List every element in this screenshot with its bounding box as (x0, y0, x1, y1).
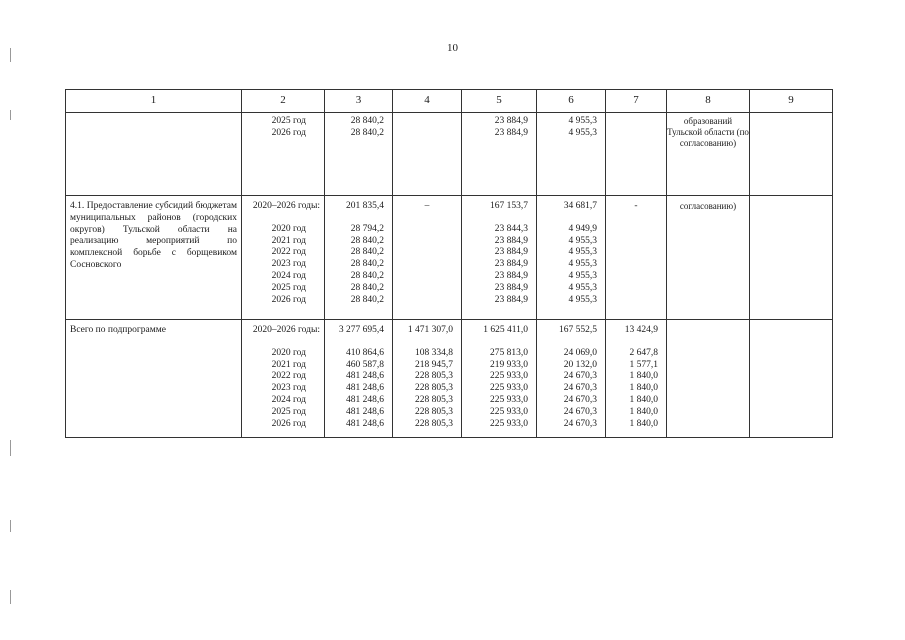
header-col-7: 7 (606, 90, 667, 113)
value: 275 813,0 (490, 347, 528, 358)
cell-description: Всего по подпрограмме (66, 320, 242, 438)
value: 28 840,2 (350, 294, 384, 305)
value: 218 945,7 (415, 359, 453, 370)
value: 228 805,3 (415, 406, 453, 417)
header-col-1: 1 (66, 90, 242, 113)
year-label: 2025 год (271, 282, 306, 293)
value: 23 884,9 (494, 294, 528, 305)
value: 1 840,0 (629, 371, 658, 382)
value: 28 840,2 (350, 259, 384, 270)
cell-years (242, 113, 325, 196)
table-row-subprogram-total (66, 320, 833, 438)
budget-table (65, 89, 833, 438)
value: 481 248,6 (346, 371, 384, 382)
value: 228 805,3 (415, 394, 453, 405)
scan-speck (10, 590, 11, 604)
value: 4 955,3 (568, 294, 597, 305)
header-col-2: 2 (242, 90, 325, 113)
value: 481 248,6 (346, 406, 384, 417)
year-label: 2025 год (271, 406, 306, 417)
value: 28 840,2 (350, 270, 384, 281)
value: 1 840,0 (629, 406, 658, 417)
value: 28 840,2 (350, 127, 384, 138)
year-label: 2023 год (271, 383, 306, 394)
cell-col4 (393, 113, 462, 196)
value: 228 805,3 (415, 383, 453, 394)
value: 1 840,0 (629, 394, 658, 405)
value: 481 248,6 (346, 418, 384, 429)
value: 225 933,0 (490, 371, 528, 382)
page-number: 10 (447, 42, 458, 54)
cell-col9 (750, 320, 833, 438)
year-label: 2021 год (271, 235, 306, 246)
year-label: 2020 год (271, 223, 306, 234)
value: 24 670,3 (563, 394, 597, 405)
value: 23 884,9 (494, 235, 528, 246)
value: 225 933,0 (490, 406, 528, 417)
year-label: 2022 год (271, 371, 306, 382)
value: 24 670,3 (563, 418, 597, 429)
value: 108 334,8 (415, 347, 453, 358)
year-label: 2024 год (271, 394, 306, 405)
cell-col6 (537, 113, 606, 196)
total-value: 13 424,9 (624, 325, 658, 335)
header-col-4: 4 (393, 90, 462, 113)
total-value: 1 471 307,0 (407, 325, 453, 335)
total-value: 3 277 695,4 (338, 325, 384, 335)
value: 2 647,8 (629, 347, 658, 358)
scan-speck (10, 48, 11, 62)
cell-col4 (393, 196, 462, 320)
value: 4 955,3 (568, 127, 597, 138)
period-total-label: 2020–2026 годы: (252, 325, 320, 335)
header-col-8: 8 (667, 90, 750, 113)
total-value: - (634, 201, 638, 211)
total-value: – (424, 201, 430, 211)
cell-col4 (393, 320, 462, 438)
value: 1 577,1 (629, 359, 658, 370)
cell-col3 (325, 196, 393, 320)
value: 23 884,9 (494, 270, 528, 281)
value: 4 955,3 (568, 259, 597, 270)
value: 24 670,3 (563, 383, 597, 394)
value: 481 248,6 (346, 394, 384, 405)
value: 4 955,3 (568, 270, 597, 281)
value: 28 840,2 (350, 235, 384, 246)
header-row (66, 90, 833, 113)
value: 28 840,2 (350, 116, 384, 126)
value: 23 884,9 (494, 127, 528, 138)
value: 4 955,3 (568, 282, 597, 293)
total-value: 1 625 411,0 (483, 325, 528, 335)
cell-description: 4.1. Предоставление субсидий бюджетам муниципальных районов (городских округов) Тульской области на реализацию мероприятий по комплексной борьбе с борщевиком Сосновского (66, 196, 242, 320)
cell-col7 (606, 196, 667, 320)
cell-col6 (537, 320, 606, 438)
value: 1 840,0 (629, 418, 658, 429)
cell-col7 (606, 113, 667, 196)
scan-speck (10, 440, 11, 456)
year-label: 2026 год (271, 418, 306, 429)
cell-executor: образований Тульской области (по согласованию) (667, 113, 750, 196)
cell-col9 (750, 113, 833, 196)
cell-col5 (462, 113, 537, 196)
header-col-3: 3 (325, 90, 393, 113)
year-label: 2021 год (271, 359, 306, 370)
cell-col7 (606, 320, 667, 438)
header-col-9: 9 (750, 90, 833, 113)
value: 23 844,3 (494, 223, 528, 234)
value: 4 955,3 (568, 247, 597, 258)
scan-speck (10, 110, 11, 120)
cell-years (242, 320, 325, 438)
value: 228 805,3 (415, 418, 453, 429)
value: 481 248,6 (346, 383, 384, 394)
value: 219 933,0 (490, 359, 528, 370)
value: 23 884,9 (494, 116, 528, 126)
cell-col3 (325, 320, 393, 438)
value: 1 840,0 (629, 383, 658, 394)
value: 23 884,9 (494, 247, 528, 258)
header-col-5: 5 (462, 90, 537, 113)
value: 24 069,0 (563, 347, 597, 358)
cell-executor (667, 320, 750, 438)
year-label: 2024 год (271, 270, 306, 281)
value: 4 955,3 (568, 235, 597, 246)
value: 225 933,0 (490, 383, 528, 394)
value: 225 933,0 (490, 394, 528, 405)
value: 460 587,8 (346, 359, 384, 370)
value: 23 884,9 (494, 259, 528, 270)
year-label: 2023 год (271, 259, 306, 270)
header-col-6: 6 (537, 90, 606, 113)
value: 28 840,2 (350, 282, 384, 293)
year-label: 2020 год (271, 347, 306, 358)
year-label: 2026 год (271, 294, 306, 305)
cell-years (242, 196, 325, 320)
value: 4 949,9 (568, 223, 597, 234)
value: 24 670,3 (563, 371, 597, 382)
value: 28 840,2 (350, 247, 384, 258)
cell-col5 (462, 320, 537, 438)
value: 20 132,0 (563, 359, 597, 370)
table-row-item-4-1 (66, 196, 833, 320)
year-label: 2022 год (271, 247, 306, 258)
total-value: 34 681,7 (563, 201, 597, 211)
cell-col3 (325, 113, 393, 196)
table-row-continuation (66, 113, 833, 196)
value: 24 670,3 (563, 406, 597, 417)
cell-col5 (462, 196, 537, 320)
value: 23 884,9 (494, 282, 528, 293)
year-label: 2026 год (271, 127, 306, 138)
value: 225 933,0 (490, 418, 528, 429)
value: 410 864,6 (346, 347, 384, 358)
value: 4 955,3 (568, 116, 597, 126)
total-value: 167 153,7 (490, 201, 528, 211)
total-value: 167 552,5 (559, 325, 597, 335)
year-label: 2025 год (271, 116, 306, 126)
value: 28 794,2 (350, 223, 384, 234)
total-value: 201 835,4 (346, 201, 384, 211)
period-total-label: 2020–2026 годы: (252, 201, 320, 211)
scan-speck (10, 520, 11, 532)
cell-description (66, 113, 242, 196)
cell-col6 (537, 196, 606, 320)
cell-col9 (750, 196, 833, 320)
cell-executor: согласованию) (667, 196, 750, 320)
value: 228 805,3 (415, 371, 453, 382)
